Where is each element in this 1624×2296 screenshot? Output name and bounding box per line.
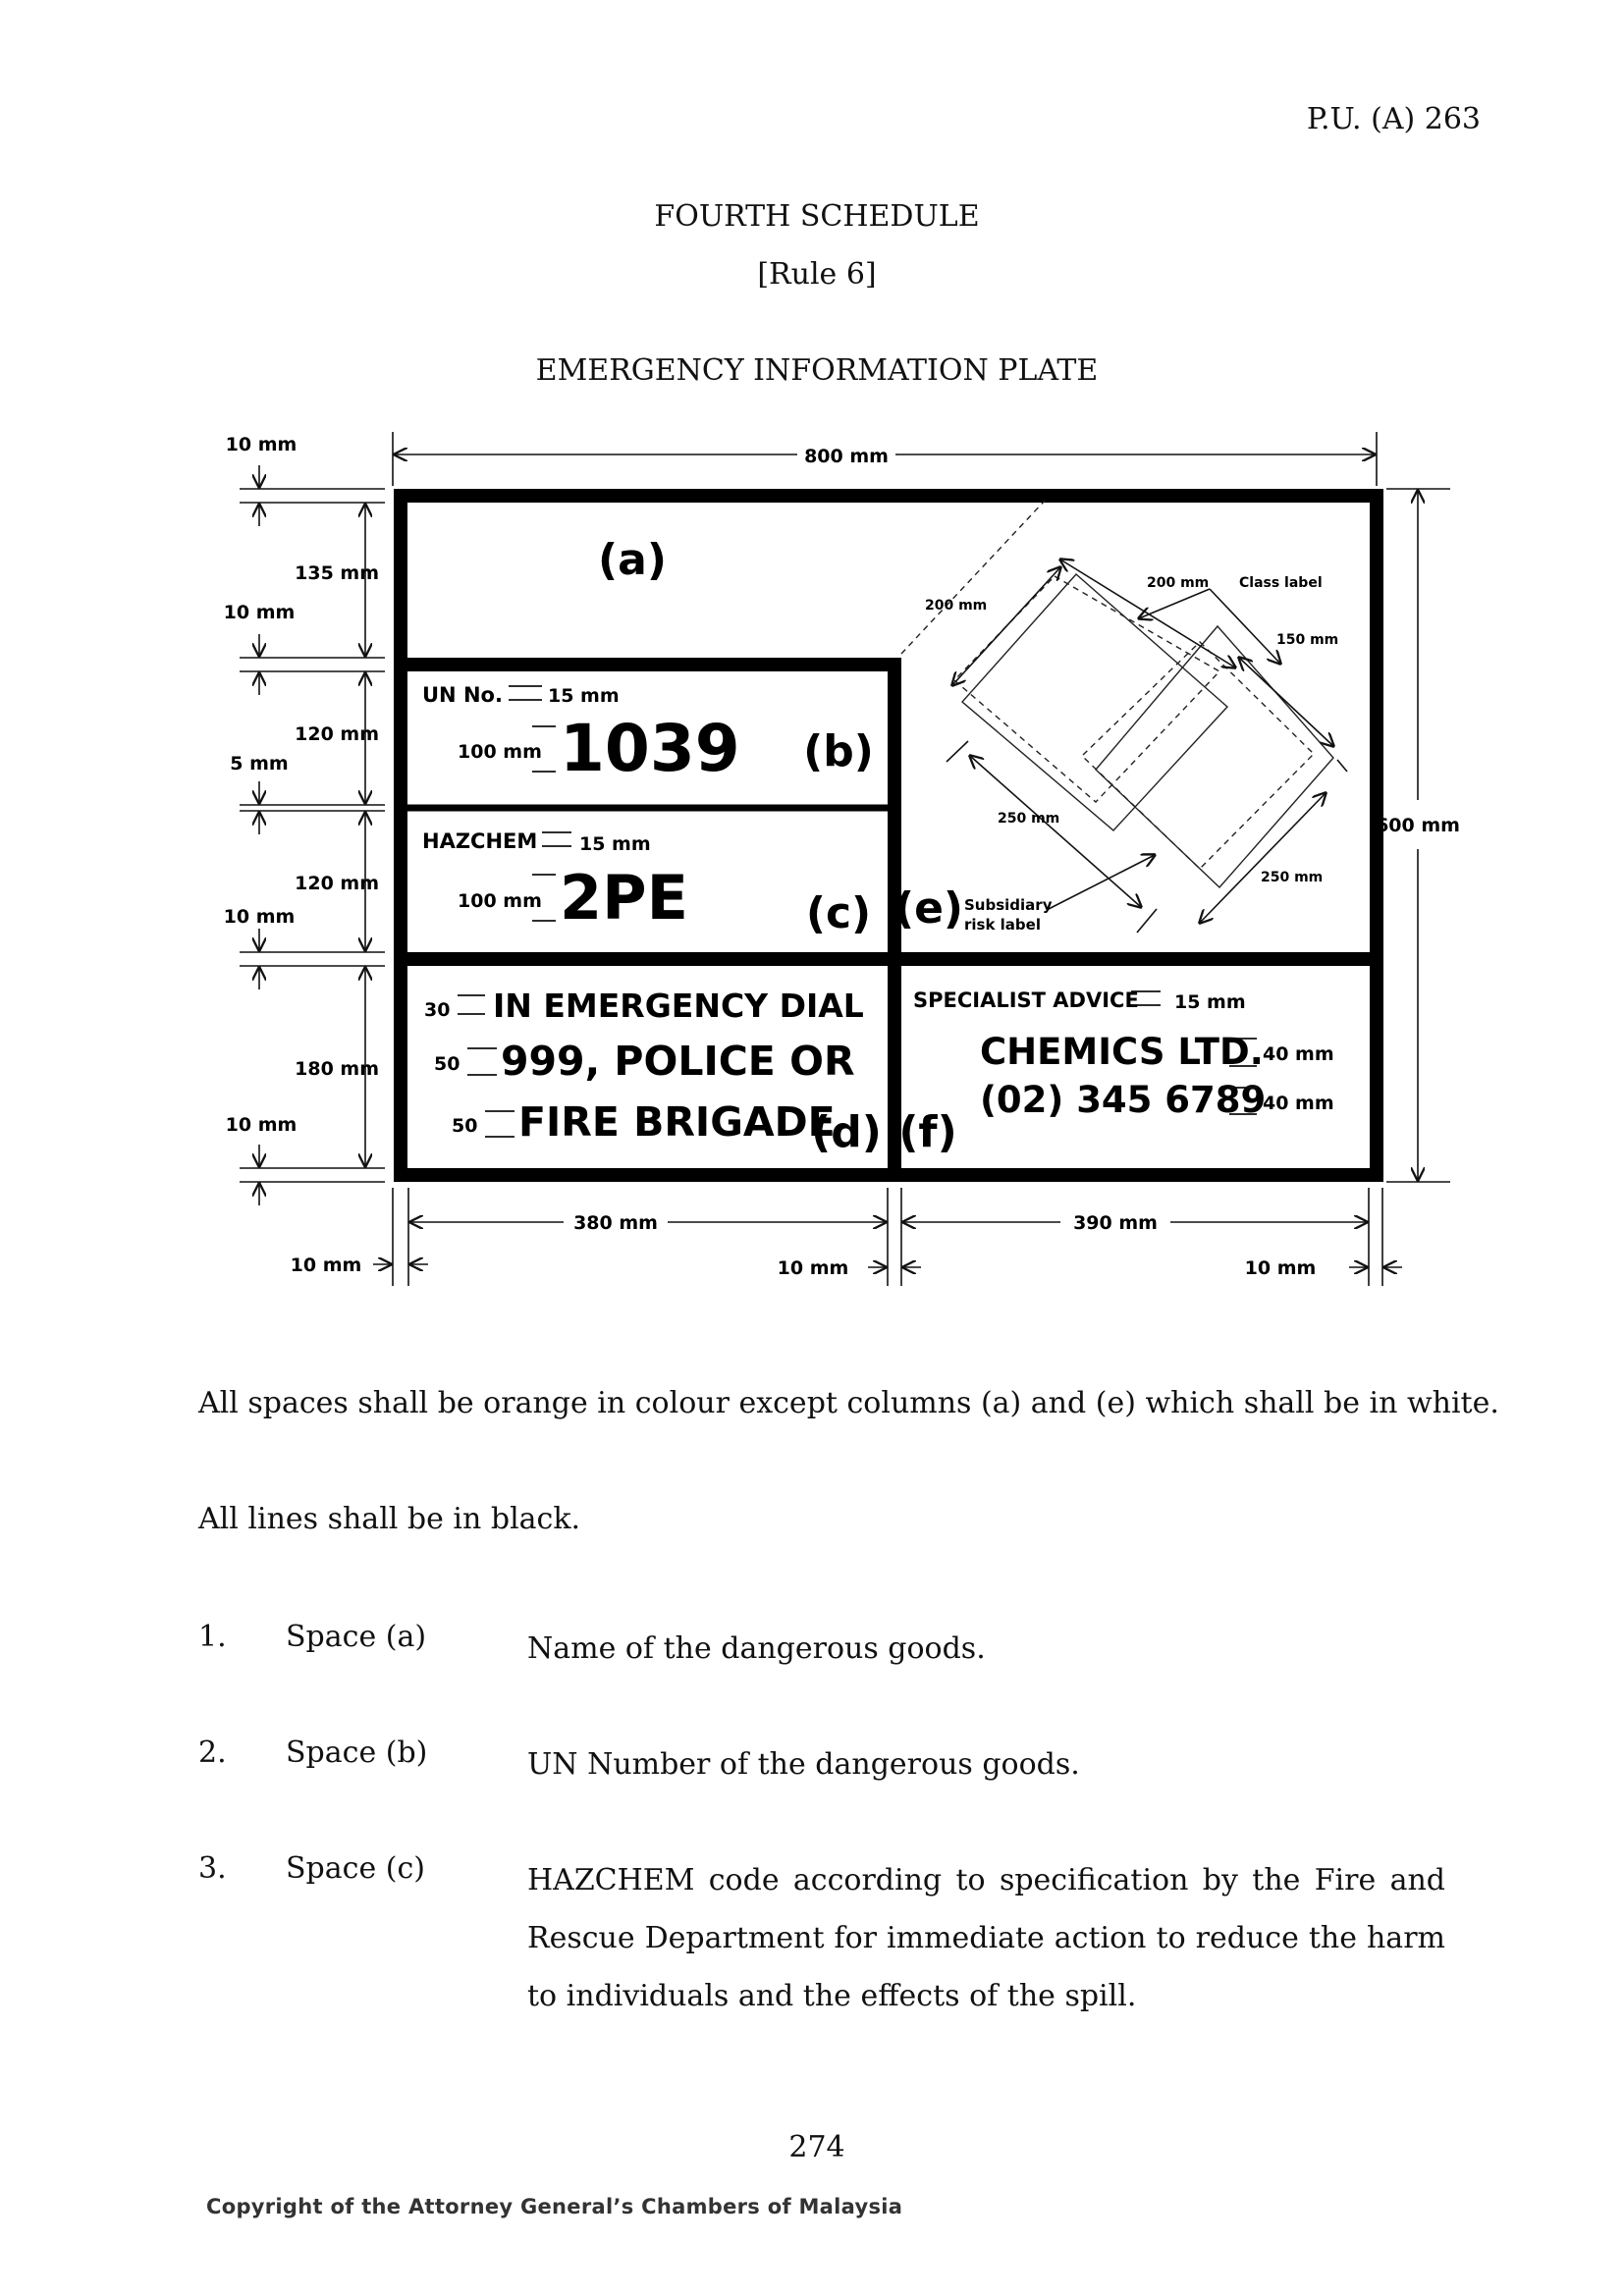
schedule-title: FOURTH SCHEDULE (654, 199, 980, 234)
item-number: 3. (198, 1851, 227, 1886)
dim-10mm-c: 10 mm (223, 906, 296, 928)
plate-title: EMERGENCY INFORMATION PLATE (535, 353, 1099, 388)
un-no-value-size: 100 mm (458, 741, 542, 763)
item-space: Space (c) (286, 1851, 425, 1886)
company-size: 40 mm (1263, 1043, 1334, 1065)
copyright-notice: Copyright of the Attorney General’s Chambers of Malaysia (206, 2195, 903, 2218)
hazchem-code: 2PE (560, 862, 688, 934)
hazchem-caption: HAZCHEM (422, 829, 538, 853)
company-name: CHEMICS LTD. (980, 1031, 1264, 1073)
dim-135mm: 135 mm (295, 562, 379, 584)
dial-line3: FIRE BRIGADE (518, 1098, 836, 1146)
dim-120mm-b: 120 mm (295, 873, 379, 894)
dim-390mm: 390 mm (1073, 1212, 1158, 1234)
specialist-caption-size: 15 mm (1174, 991, 1246, 1013)
dim-10mm-d: 10 mm (225, 1114, 298, 1136)
dim-width: 800 mm (804, 446, 889, 467)
item-description: HAZCHEM code according to specification by the Fire and Rescue Department for immediate action to reduce the harm to individuals and the effects of the spill. (527, 1863, 1445, 2013)
item-space: Space (a) (286, 1620, 427, 1654)
diamond-200mm-b: 200 mm (1147, 575, 1210, 591)
dim-10mm-b: 10 mm (223, 602, 296, 623)
label-a: (a) (598, 535, 667, 585)
dim-10mm-b1: 10 mm (290, 1255, 362, 1276)
dial-line2: 999, POLICE OR (501, 1038, 855, 1085)
dim-180mm: 180 mm (295, 1058, 379, 1080)
emergency-plate-diagram (208, 422, 1465, 1296)
label-b: (b) (803, 726, 874, 776)
phone-number: (02) 345 6789 (980, 1079, 1267, 1121)
un-no-caption: UN No. (422, 683, 503, 707)
dim-120mm-a: 120 mm (295, 723, 379, 745)
un-number: 1039 (560, 711, 740, 786)
label-d: (d) (811, 1107, 882, 1157)
subsidiary-text-2: risk label (964, 916, 1041, 934)
hazchem-caption-size: 15 mm (579, 833, 651, 855)
schedule-rule: [Rule 6] (757, 257, 877, 292)
item-space: Space (b) (286, 1735, 428, 1770)
item-number: 2. (198, 1735, 227, 1770)
item-description: UN Number of the dangerous goods. (527, 1747, 1080, 1782)
dim-height: 600 mm (1376, 815, 1460, 836)
dim-10mm-b2: 10 mm (777, 1257, 849, 1279)
item-number: 1. (198, 1620, 227, 1654)
dim-10mm-b3: 10 mm (1244, 1257, 1317, 1279)
colour-paragraph: All spaces shall be orange in colour except columns (a) and (e) which shall be in white. (198, 1386, 1499, 1420)
label-f: (f) (898, 1107, 957, 1157)
diamond-200mm-a: 200 mm (925, 598, 988, 614)
dim-10mm-top: 10 mm (225, 434, 298, 455)
page-number: 274 (788, 2130, 845, 2164)
un-no-caption-size: 15 mm (548, 685, 620, 707)
label-e: (e) (893, 883, 964, 934)
class-label-text: Class label (1239, 575, 1323, 591)
dim-5mm: 5 mm (230, 753, 289, 774)
lines-paragraph: All lines shall be in black. (198, 1502, 581, 1536)
dial-line1: IN EMERGENCY DIAL (493, 987, 864, 1025)
hazchem-value-size: 100 mm (458, 890, 542, 912)
specialist-caption: SPECIALIST ADVICE (913, 988, 1139, 1012)
diamond-250mm-b: 250 mm (1261, 870, 1324, 885)
diamond-250mm-a: 250 mm (998, 811, 1060, 827)
class-label-diamond (901, 501, 1227, 830)
phone-size: 40 mm (1263, 1093, 1334, 1114)
dial-line2-size: 50 (434, 1053, 460, 1075)
dim-380mm: 380 mm (573, 1212, 658, 1234)
subsidiary-label-diamond (1082, 626, 1333, 887)
dial-line1-size: 30 (424, 999, 451, 1021)
diamond-150mm: 150 mm (1276, 632, 1339, 648)
label-c: (c) (805, 888, 872, 938)
dial-line3-size: 50 (452, 1115, 478, 1137)
page-reference: P.U. (A) 263 (1306, 102, 1481, 136)
item-description: Name of the dangerous goods. (527, 1631, 986, 1666)
subsidiary-text-1: Subsidiary (964, 896, 1053, 914)
